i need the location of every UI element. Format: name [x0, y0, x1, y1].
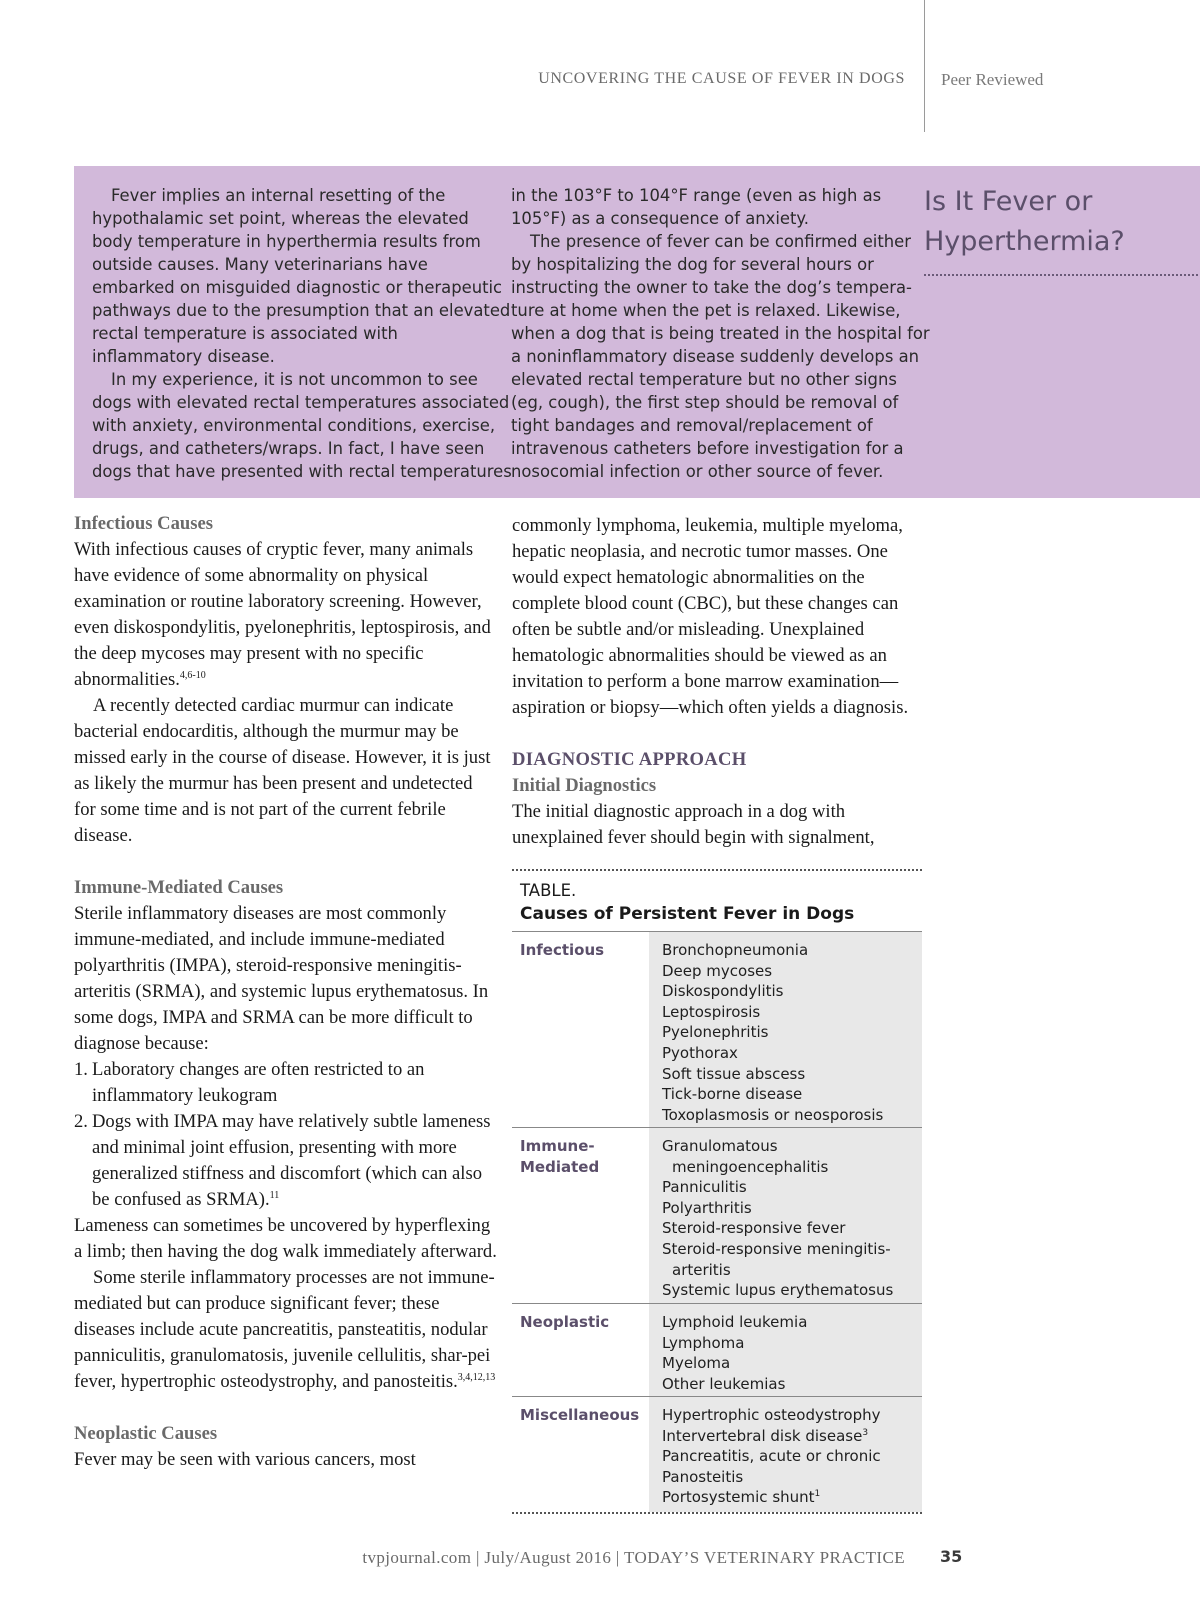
list-item — [74, 1109, 498, 1213]
table-category: Miscellaneous — [520, 1406, 640, 1424]
table-item-list — [649, 1128, 922, 1301]
table-item: Panosteitis — [662, 1467, 744, 1486]
list-text: Dogs with IMPA may have relatively subtle lameness and minimal joint effusion, presenting with more generalized stiffness and discomfort (which can also be confused as SRMA). — [92, 1111, 491, 1210]
table-item: Leptospirosis — [662, 1002, 761, 1021]
table-item: Other leukemias — [662, 1374, 786, 1393]
table-items-cell — [649, 1128, 922, 1303]
citation: 1 — [814, 1489, 821, 1500]
table-item: Hypertrophic osteodystrophy — [662, 1406, 881, 1424]
table-item: Myeloma — [662, 1354, 731, 1373]
table-row — [512, 1304, 922, 1396]
table-item: Diskospondylitis — [662, 982, 784, 1001]
list-number: 2. — [74, 1111, 88, 1132]
table-item-text: Intervertebral disk disease — [662, 1426, 863, 1445]
table-item: Soft tissue abscess — [662, 1064, 806, 1083]
sidebar-paragraph: in the 103°F to 104°F range (even as high as 105°F) as a consequence of anxiety. — [511, 186, 882, 228]
table-item-text: Portosystemic shunt — [662, 1488, 815, 1507]
paragraph: Fever may be seen with various cancers, most — [74, 1449, 416, 1470]
section-label: Peer Reviewed — [941, 70, 1044, 89]
citation: 11 — [269, 1189, 280, 1201]
paragraph-text: With infectious causes of cryptic fever, many animals have evidence of some abnormality on physical examination or routine laboratory screening. However, even diskospondylitis, pyelonephritis, leptospirosis, and the deep mycoses may present with no specific abnormalities. — [74, 539, 491, 690]
table-category-line: Immune- — [520, 1137, 595, 1155]
table-items-cell — [649, 932, 922, 1127]
paragraph: Sterile inflammatory diseases are most commonly immune-mediated, and include immune-mediated polyarthritis (IMPA), steroid-responsive meningitis-arteritis (SRMA), and systemic lupus erythematosus. In some dogs, IMPA and SRMA can be more difficult to diagnose because: — [74, 903, 489, 1054]
table-item: meningoencephalitis — [672, 1157, 829, 1176]
table-item: Panniculitis — [662, 1178, 747, 1197]
section-heading: Neoplastic Causes — [74, 1423, 218, 1444]
table-items-cell — [649, 1304, 922, 1396]
table-item: Tick-borne disease — [662, 1085, 803, 1104]
sidebar-paragraph: Fever implies an internal resetting of the hypothalamic set point, whereas the elevated body temperature in hyperthermia results from outside causes. Many veterinarians have embarked on misguided diagnostic or therapeutic pathways due to the presumption that an elevated rectal temperature is associated with inflammatory disease. — [92, 186, 511, 366]
sidebar-paragraph: The presence of fever can be confirmed either by hospitalizing the dog for several hours or instructing the owner to take the dog’s temperature at home when the pet is relaxed. Likewise, when a dog that is being treated in the hospital for a noninflammatory disease suddenly develops an elevated rectal temperature but no other signs (eg, cough), the first step should be removal of tight bandages and removal/replacement of intravenous catheters before investigation for a nosocomial infection or other source of fever. — [511, 232, 930, 481]
sidebar-column-1 — [92, 184, 512, 483]
table-top-rule — [512, 869, 922, 871]
table-row — [512, 1128, 922, 1303]
citation: 4,6-10 — [179, 669, 206, 681]
paragraph: Lameness can sometimes be uncovered by hyperflexing a limb; then having the dog walk immediately afterward. — [74, 1215, 497, 1262]
table-item: Lymphoid leukemia — [662, 1313, 808, 1331]
table-item: Lymphoma — [662, 1333, 745, 1352]
table-bottom-rule — [512, 1512, 922, 1514]
paragraph — [74, 537, 498, 693]
table-item: Steroid-responsive fever — [662, 1219, 846, 1238]
subsection-heading: Initial Diagnostics — [512, 775, 657, 796]
list-text: Laboratory changes are often restricted to an inflammatory leukogram — [92, 1059, 425, 1106]
table-item: Polyarthritis — [662, 1198, 752, 1217]
paragraph: A recently detected cardiac murmur can indicate bacterial endocarditis, although the murmur may be missed early in the course of disease. However, it is just as likely the murmur has been present and undetected for some time and is not part of the current febrile disease. — [74, 695, 491, 846]
table-item-list — [649, 1397, 922, 1508]
table-item: arteritis — [672, 1260, 731, 1279]
table-item-list — [649, 1304, 922, 1394]
numbered-list — [74, 1057, 498, 1213]
table-label: TABLE. — [520, 881, 577, 900]
citation: 3 — [862, 1427, 869, 1438]
sidebar-box — [74, 166, 1200, 498]
list-item — [74, 1057, 498, 1109]
table-item — [662, 1487, 922, 1508]
middle-column — [512, 513, 922, 851]
table-category-line: Mediated — [520, 1158, 600, 1176]
table-item: Toxoplasmosis or neosporosis — [662, 1105, 884, 1124]
paragraph: commonly lymphoma, leukemia, multiple myeloma, hepatic neoplasia, and necrotic tumor masses. One would expect hematologic abnormalities on the complete blood count (CBC), but these changes can often be subtle and/or misleading. Unexplained hematologic abnormalities should be viewed as an invitation to perform a bone marrow examination—aspiration or biopsy—which often yields a diagnosis. — [512, 515, 909, 718]
paragraph-text: Some sterile inflammatory processes are not immune-mediated but can produce significant fever; these diseases include acute pancreatitis, pansteatitis, nodular panniculitis, granulomatosis, juvenile cellulitis, shar-pei fever, hypertrophic osteodystrophy, and panosteitis. — [74, 1267, 495, 1392]
table-item: Pancreatitis, acute or chronic — [662, 1447, 881, 1466]
running-head: UNCOVERING THE CAUSE OF FEVER IN DOGS — [538, 70, 905, 87]
table-category: Infectious — [520, 941, 605, 959]
table-category: Neoplastic — [520, 1313, 610, 1331]
table-item: Granulomatous — [662, 1137, 778, 1155]
sidebar-column-2 — [511, 184, 931, 483]
list-number: 1. — [74, 1059, 88, 1080]
major-heading: DIAGNOSTIC APPROACH — [512, 749, 747, 770]
table-title: Causes of Persistent Fever in Dogs — [520, 904, 855, 924]
table-category — [520, 1136, 640, 1178]
page-number: 35 — [940, 1547, 963, 1566]
table-item: Systemic lupus erythematosus — [662, 1281, 894, 1300]
table-item: Steroid-responsive meningitis- — [662, 1239, 891, 1258]
sidebar-paragraph: In my experience, it is not uncommon to see dogs with elevated rectal temperatures associated with anxiety, environmental conditions, exercise, drugs, and catheters/wraps. In fact, I have seen dogs that have presented with rectal temperatures — [92, 370, 512, 481]
table-item — [662, 1426, 922, 1447]
table-item: Deep mycoses — [662, 961, 773, 980]
table-item-list — [649, 932, 922, 1125]
paragraph: The initial diagnostic approach in a dog with unexplained fever should begin with signalment, — [512, 801, 875, 848]
table-row — [512, 1397, 922, 1512]
table-items-cell — [649, 1397, 922, 1512]
section-heading: Immune-Mediated Causes — [74, 877, 284, 898]
page-footer: tvpjournal.com | July/August 2016 | TODAY’S VETERINARY PRACTICE — [362, 1548, 905, 1567]
section-heading: Infectious Causes — [74, 513, 213, 534]
sidebar-title-line: Is It Fever or — [924, 186, 1093, 217]
left-column — [74, 511, 498, 1473]
header-divider — [924, 0, 925, 132]
table-row — [512, 932, 922, 1127]
table-item: Bronchopneumonia — [662, 941, 809, 959]
sidebar-title-rule — [924, 274, 1198, 276]
sidebar-title — [924, 182, 1125, 262]
sidebar-title-line: Hyperthermia? — [924, 226, 1125, 257]
table-item: Pyothorax — [662, 1043, 738, 1062]
paragraph — [74, 1265, 498, 1395]
citation: 3,4,12,13 — [457, 1371, 496, 1383]
table-item: Pyelonephritis — [662, 1023, 769, 1042]
